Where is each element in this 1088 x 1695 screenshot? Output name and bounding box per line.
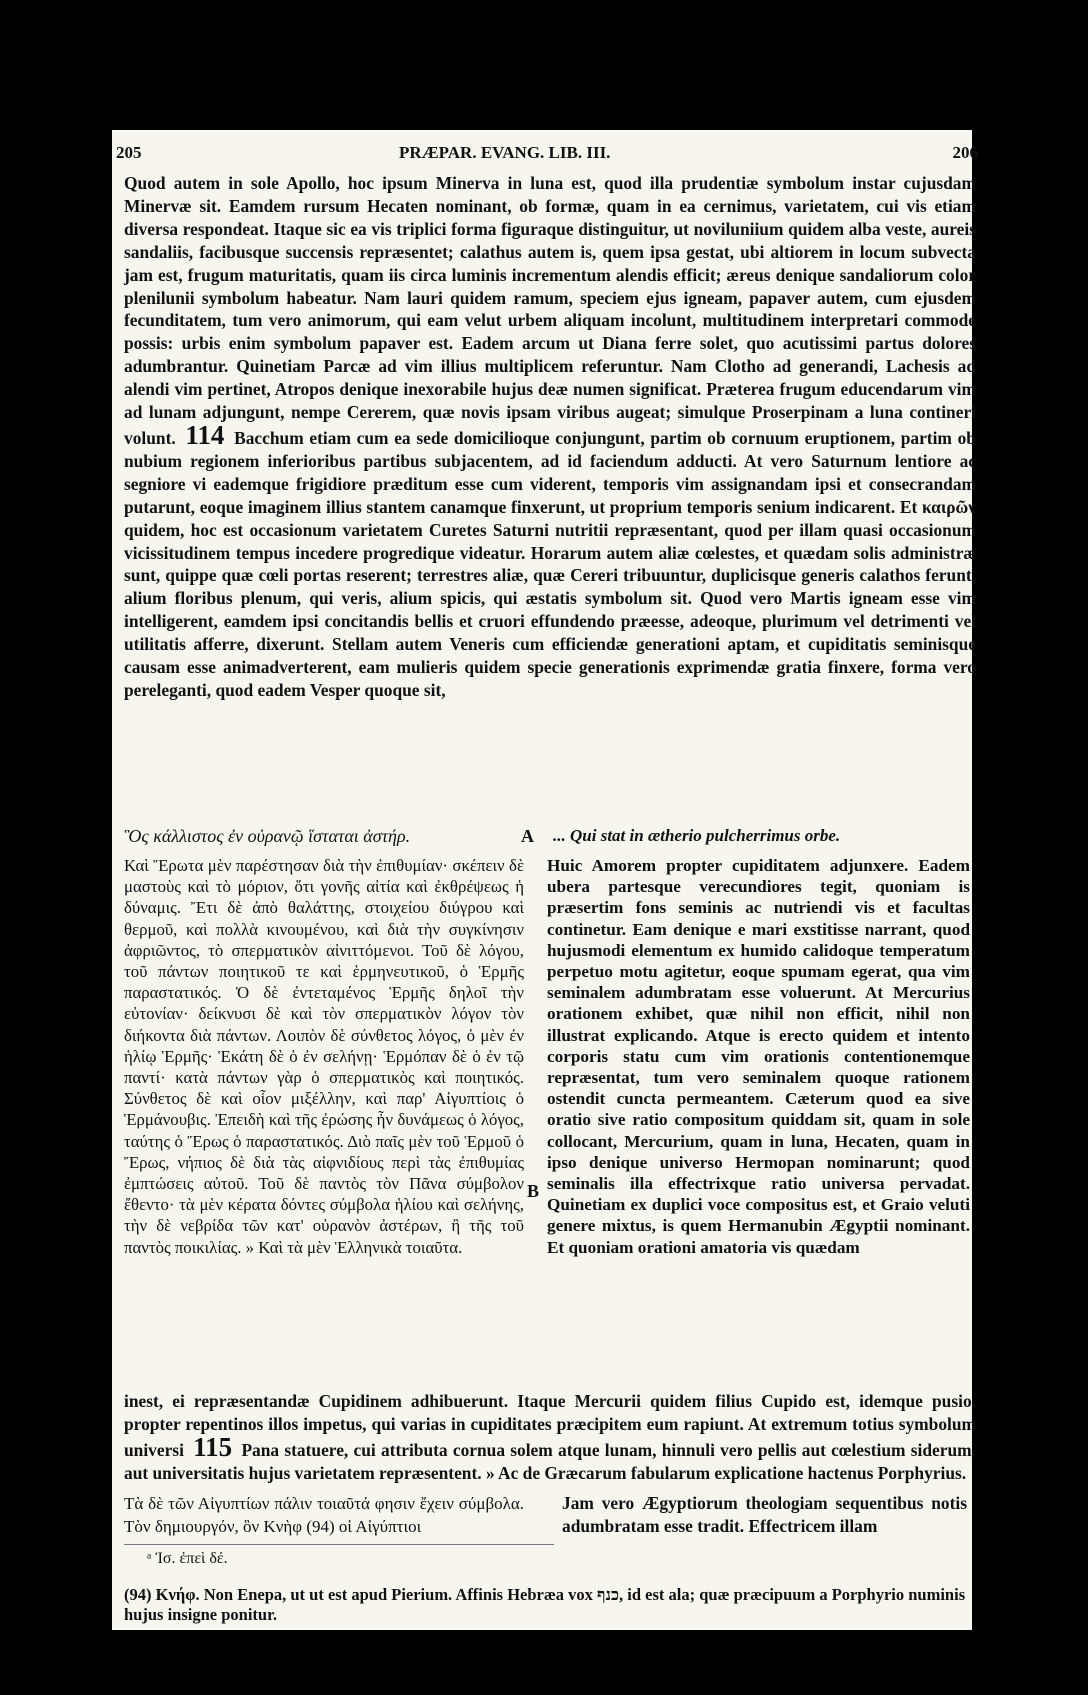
latin-column	[547, 855, 970, 1258]
main-text-part-2: Bacchum etiam cum ea sede domicilioque conjungunt, partim ob cornuum eruptionem, partim ob nubium regionem inferioribus partibus subjacentem, ad id faciendum adducti. At vero Saturnum lentiore ac segniore vi eademque frigidiore præditum esse cum viderent, temporis vim assignandam ipsi et consecrandam putarunt, eoque imaginem illius stantem canamque finxerunt, ut proprium temporis senium indicarent. Et καιρῶν quidem, hoc est occasionum varietatem Curetes Saturni nutritii repræsentant, quod per illam quasi occasionum vicissitudinem tempus incedere progredique videatur. Horarum autem aliæ cœlestes, et quædam solis administræ sunt, quippe quæ cœli portas reserent; terrestres aliæ, quæ Cereri tribuuntur, duplicisque generis calathos ferunt, alium floribus plenum, qui veris, alium spicis, qui æstatis symbolum sit. Quod vero Martis igneam esse vim intelligerent, eamdem ipsi concitandis bellis et cruori effundendo præesse, adeoque, plurimum vel detrimenti vel utilitatis afferre, dixerunt. Stellam autem Veneris cum efficiendæ generationi aptam, et cupiditatis seminisque causam esse animadverterent, eam mulieris quidem specie generationis exprimendæ gratia finxere, forma vero pereleganti, quod eadem Vesper quoque sit,	[124, 427, 976, 700]
greek-column-2-text: Τὰ δὲ τῶν Αἰγυπτίων πάλιν τοιαῦτά φησιν ἔχειν σύμβολα. Τὸν δημιουργόν, ὃν Κνὴφ (94) οἱ Αἰγύπτιοι	[124, 1494, 524, 1536]
section-marker-114: 114	[185, 419, 225, 450]
continuation-part-1: inest, ei repræsentandæ Cupidinem adhibuerunt. Itaque Mercurii quidem filius Cupido est, idemque pusio, propter repentinos illos impetus, qui varias in cupiditates præcipitem eum rapiunt. At extremum totius symbolum universi	[124, 1391, 976, 1460]
footnote-94	[124, 1585, 976, 1625]
latin-verse: ... Qui stat in ætherio pulcherrimus orbe.	[553, 826, 841, 845]
scan-border-left	[0, 0, 112, 1695]
main-text-part-1: Quod autem in sole Apollo, hoc ipsum Minerva in luna est, quod illa prudentiæ symbolum instar cujusdam Minervæ sit. Eamdem rursum Hecaten nominant, ob formæ, quam in ea cernimus, varietatem, cui vis etiam diversa respondeat. Itaque sic ea vis triplici forma figuraque distinguitur, ut noviluniium quidem alba veste, aureis sandaliis, facibusque succensis repræsentet; calathus autem is, quem ipsa gestat, ubi altiorem in locum subvecta jam est, frugum maturitatis, quam iis circa luminis incrementum alendis efficit; æreus denique sandaliorum color plenilunii symbolum habeatur. Nam lauri quidem ramum, speciem ejus igneam, papaver autem, cum ejusdem fecunditatem, tum vero animorum, qui eam velut urbem aliquam incolunt, multitudinem interpretari commode possis: urbis enim symbolum papaver est. Eadem arcum ut Diana ferre solet, quo acutissimi partus dolores adumbrantur. Quinetiam Parcæ ad vim illius multiplicem referuntur. Nam Clotho ad generandi, Lachesis ad alendi vim pertinet, Atropos denique inexorabile hujus deæ numen significat. Præterea frugum educendarum vim ad lunam adjungunt, nempe Cererem, quæ novis ipsam viribus augeat; simulque Proserpinam a luna contineri volunt.	[124, 173, 976, 448]
scan-border-bottom	[0, 1630, 1088, 1695]
continuation-part-2: Pana statuere, cui attributa cornua solem atque lunam, hinnuli vero pellis aut cœlestium siderum, aut universitatis hujus varietatem repræsentent. » Ac de Græcarum fabularum explicatione hactenus Porphyrius.	[124, 1440, 976, 1483]
running-title: PRÆPAR. EVANG. LIB. III.	[399, 143, 611, 162]
footnote-94-text: (94) Κνήφ. Non Enepa, ut ut est apud Pierium. Affinis Hebræa vox כנף, id est ala; quæ præcipuum a Porphyrio numinis hujus insigne ponitur.	[124, 1585, 966, 1624]
column-marker-b: B	[527, 1181, 540, 1201]
left-page-number: 205	[116, 143, 142, 162]
main-latin-paragraph	[124, 172, 976, 702]
right-page-number: 206	[952, 143, 978, 162]
scan-border-right	[972, 0, 1088, 1695]
greek-column	[124, 855, 524, 1258]
latin-column-text: Huic Amorem propter cupiditatem adjunxere. Eadem ubera partesque verecundiores tegit, quoniam is præsertim fons seminis ac nutriendi vis et facultas continetur. Eam denique e mari exstitisse narrant, quod hujusmodi elementum ex humido calidoque temperatum perpetuo motu agitetur, eoque spumam egerat, qua vim seminalem adumbratam esse voluerunt. At Mercurius orationem exhibet, quæ nihil non efficit, nihil non illustrat explicando. Atque is erecto quidem et intento corporis statu cum vim orationis contentionemque repræsentat, tum vero seminalem quoque rationem ostendit cuncta permeantem. Cæterum quod ea sive oratio sive ratio compositum quiddam sit, quam in sole collocant, Mercurium, quam in luna, Hecaten, quam in ipso denique universo Hermopan nominarunt; quod seminalis illa effectrixque ratio universa pervadat. Quinetiam ex duplici voce compositus est, et Graio veluti genere mixtus, is quem Hermanubin Ægyptii nominant. Et quoniam orationi amatoria vis quædam	[547, 856, 970, 1257]
greek-column-text: Καὶ Ἔρωτα μὲν παρέστησαν διὰ τὴν ἐπιθυμίαν· σκέπειν δὲ μαστοὺς καὶ τὸ μόριον, ὅτι γονῆς αἰτία καὶ ἐκθρέψεως ἡ δύναμις. Ἔτι δὲ ἀπὸ θαλάττης, στοιχείου διύγρου καὶ θερμοῦ, καὶ πολλὰ κινουμένου, καὶ διὰ τὴν συγκίνησιν ἀφριῶντος, τὸ σπερματικὸν αἰνιττόμενοι. Τοῦ δὲ λόγου, τοῦ πάντων ποιητικοῦ τε καὶ ἑρμηνευτικοῦ, ὁ Ἑρμῆς παραστατικός. Ὁ δὲ ἐντεταμένος Ἑρμῆς δηλοῖ τὴν εὐτονίαν· δείκνυσι δὲ καὶ τὸν σπερματικὸν λόγον τὸν διήκοντα διὰ πάντων. Λοιπὸν δὲ σύνθετος λόγος, ὁ μὲν ἐν ἡλίῳ Ἑρμῆς· Ἑκάτη δὲ ὁ ἐν σελήνῃ· Ἑρμόπαν δὲ ὁ ἐν τῷ παντί· κατὰ πάντων γὰρ ὁ σπερματικὸς καὶ ποιητικός. Σύνθετος δὲ καὶ οἷον μιξέλλην, καὶ παρ' Αἰγυπτίοις ὁ Ἑρμάνουβις. Ἐπειδὴ καὶ τῆς ἐρώσης ἦν δυνάμεως ὁ λόγος, ταύτης ὁ Ἔρως ὁ παραστατικός. Διὸ παῖς μὲν τοῦ Ἑρμοῦ ὁ Ἔρως, νήπιος δὲ διὰ τὰς αἰφνιδίους περὶ τὰς ἐπιθυμίας ἐμπτώσεις αὐτοῦ. Τοῦ δὲ παντὸς τὸν Πᾶνα σύμβολον ἔθεντο· τὰ μὲν κέρατα δόντες σύμβολα ἡλίου καὶ σελήνης, τὴν δὲ νεβρίδα τῶν κατ' οὐρανὸν ἀστέρων, ἢ τῆς τοῦ παντὸς ποικιλίας. » Καὶ τὰ μὲν Ἑλληνικὰ τοιαῦτα.	[124, 856, 524, 1257]
continuation-paragraph	[124, 1390, 976, 1485]
section-marker-115: 115	[193, 1432, 233, 1462]
latin-column-2	[562, 1492, 967, 1538]
latin-column-2-text: Jam vero Ægyptiorum theologiam sequentibus notis adumbratam esse tradit. Effectricem illam	[562, 1493, 967, 1536]
greek-verse: Ὃς κάλλιστος ἐν οὐρανῷ ἵσταται ἀστήρ.	[124, 826, 411, 846]
scan-border-top	[0, 0, 1088, 130]
running-header	[116, 143, 978, 167]
greek-column-2	[124, 1492, 524, 1538]
footnote-rule	[124, 1544, 554, 1545]
footnote-a: ᵃ Ἰσ. ἐπεὶ δέ.	[147, 1550, 228, 1567]
column-marker-a: A	[521, 826, 534, 846]
